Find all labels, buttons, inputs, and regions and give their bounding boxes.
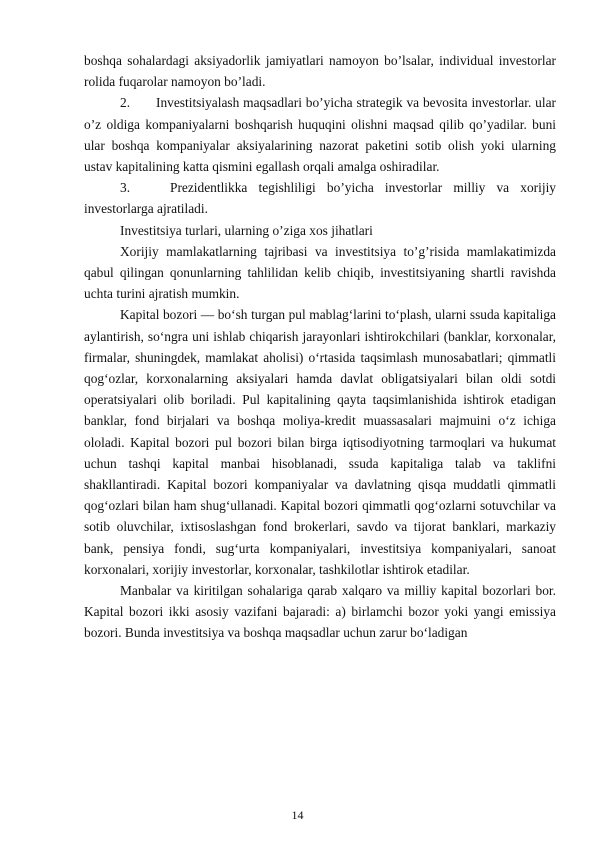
item-number: 3. <box>120 180 131 196</box>
paragraph-foreign-experience: Xorijiy mamlakatlarning tajribasi va investitsiya to’g’risida mamlakatimizda qabul qilingan qonunlarning tahlilidan kelib chiqib, investitsiyaning shartli ravishda uchta turini ajratish mumkin. <box>84 243 556 302</box>
page-number: 14 <box>291 808 304 822</box>
paragraph-capital-market: Kapital bozori — bo‘sh turgan pul mablag‘larini to‘plash, ularni ssuda kapitaliga aylantirish, so‘ngra uni ishlab chiqarish jarayonlari ishtirokchilari (banklar, korxonalar, firmalar, shuningdek, mamlakat aholisi) o‘rtasida taqsimlash munosabatlari; qimmatli qog‘ozlar, korxonalarning aksiyalari hamda davlat obligatsiyalari bilan oldi sotdi operatsiyalari olib boriladi. Pul kapitalining qayta taqsimlanishida ishtirok etadigan banklar, fond birjalari va boshqa moliya-kredit muassasalari majmuini o‘z ichiga ololadi. Kapital bozori pul bozori bilan birga iqtisodiyotning tarmoqlari va hukumat uchun tashqi kapital manbai hisoblanadi, ssuda kapitaliga talab va taklifni shakllantiradi. Kapital bozori kompaniyalar va davlatning qisqa muddatli qimmatli qog‘ozlari bilan ham shug‘ullanadi. Kapital bozori qimmatli qog‘ozlarni sotuvchilar va sotib oluvchilar, ixtisoslashgan fond brokerlari, savdo va tijorat banklari, markaziy bank, pensiya fondi, sug‘urta kompaniyalari, investitsiya kompaniyalari, sanoat korxonalari, xorijiy investorlar, korxonalar, tashkilotlar ishtirok etadilar. <box>84 307 556 577</box>
numbered-item-3 <box>84 177 556 219</box>
document-page <box>84 50 556 644</box>
paragraph-sources: Manbalar va kiritilgan sohalariga qarab xalqaro va milliy kapital bozorlari bor. Kapital bozori ikki asosiy vazifani bajaradi: a) birlamchi bozor yoki yangi emissiya bozori. Bunda investitsiya va boshqa maqsadlar uchun zarur bo‘ladigan <box>84 583 556 641</box>
item-text: Investitsiyalash maqsadlari bo’yicha strategik va bevosita investorlar. ular o’z oldiga kompaniyalarni boshqarish huquqini olishni maqsad qilib qo’yadilar. buni ular boshqa kompaniyalar aksiyalarining nazorat paketini sotib olish yoki ularning ustav kapitalining katta qismini egallash orqali amalga oshiradilar. <box>84 95 556 175</box>
item-text: Prezidentlikka tegishliligi bo’yicha investorlar milliy va xorijiy investorlarga ajratiladi. <box>84 180 556 217</box>
numbered-item-2 <box>84 92 556 177</box>
section-heading: Investitsiya turlari, ularning o’ziga xos jihatlari <box>120 222 373 238</box>
item-number: 2. <box>120 95 131 111</box>
paragraph-continuation: boshqa sohalardagi aksiyadorlik jamiyatlari namoyon bo’lsalar, individual investorlar rolida fuqarolar namoyon bo’ladi. <box>84 53 556 90</box>
